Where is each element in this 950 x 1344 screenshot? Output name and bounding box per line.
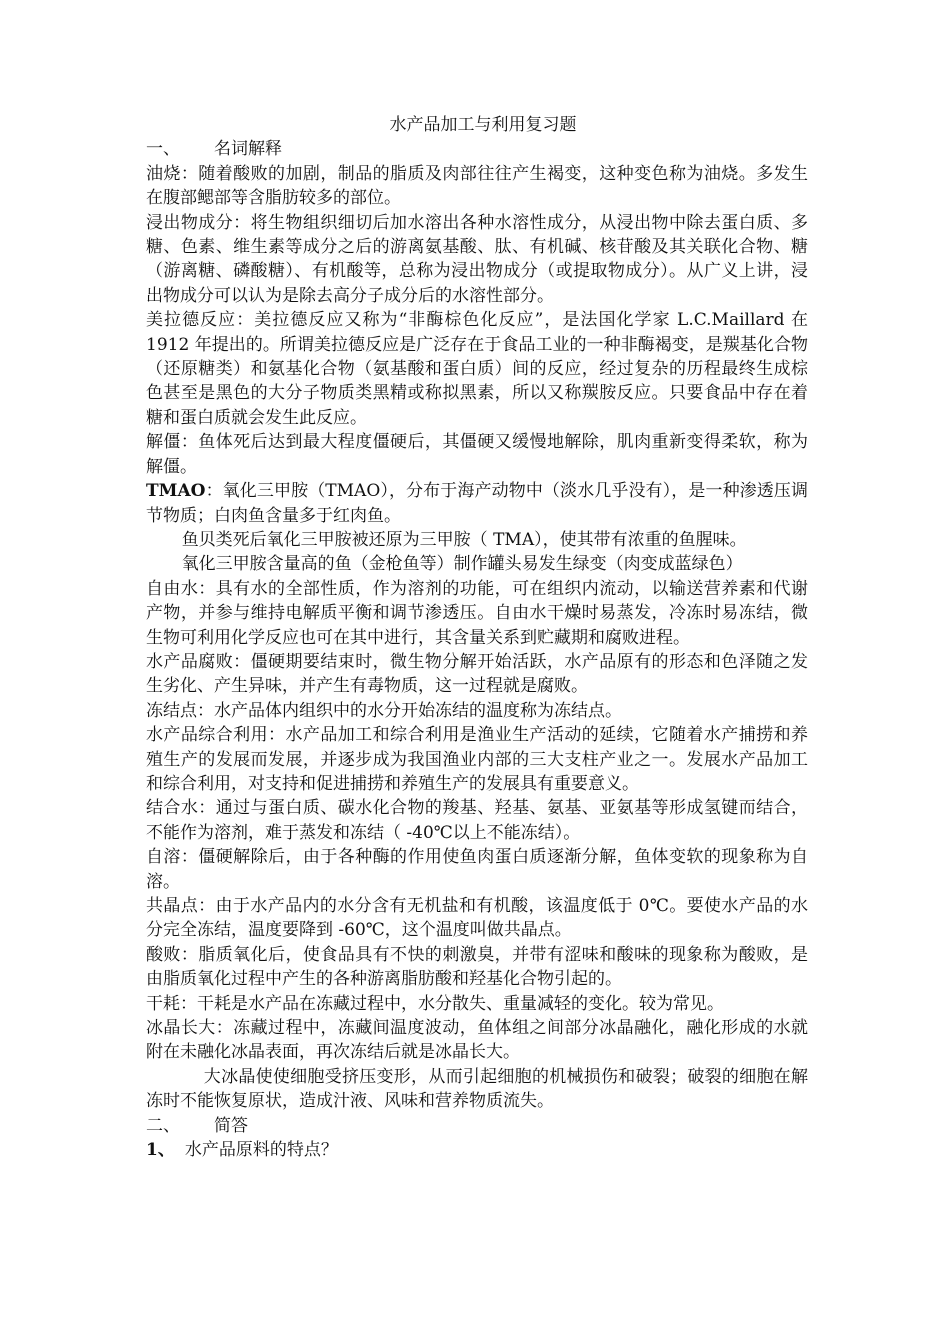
definition-oil-burn: 油烧：随着酸败的加剧，制品的脂质及肉部往往产生褐变，这种变色称为油烧。多发生在腹部鳃部等含脂肪较多的部位。 [146, 163, 808, 209]
section-label: 名词解释 [214, 139, 282, 160]
title-wrap [146, 113, 808, 137]
document-title: 水产品加工与利用复习题 [389, 115, 577, 135]
section-number: 二、 [146, 1115, 180, 1136]
definition-free-water: 自由水：具有水的全部性质，作为溶剂的功能，可在组织内流动，以输送营养素和代谢产物，并参与维持电解质平衡和调节渗透压。自由水干燥时易蒸发，冷冻时易冻结，微生物可利用化学反应也可在其中进行，其含量关系到贮藏期和腐败进程。 [146, 578, 808, 648]
question-1 [146, 1138, 808, 1162]
definition-autolysis: 自溶：僵硬解除后，由于各种酶的作用使鱼肉蛋白质逐渐分解，鱼体变软的现象称为自溶。 [146, 847, 808, 892]
section-label: 简答 [214, 1115, 248, 1136]
definition-maillard-reaction: 美拉德反应：美拉德反应又称为“非酶棕色化反应”，是法国化学家 L.C.Maillard 在 1912 年提出的。所谓美拉德反应是广泛存在于食品工业的一种非酶褐变，是羰基化合物（还原糖类）和氨基化合物（氨基酸和蛋白质）间的反应，经过复杂的历程最终生成棕色甚至是黑色的大分子物质类黑精或称拟黑素，所以又称羰胺反应。只要食品中存在着糖和蛋白质就会发生此反应。 [146, 310, 808, 428]
definition-freezing-point: 冻结点：水产品体内组织中的水分开始冻结的温度称为冻结点。 [146, 700, 622, 721]
definition-desiccation: 干耗：干耗是水产品在冻藏过程中，水分散失、重量减轻的变化。较为常见。 [146, 993, 724, 1014]
definition-eutectic-point: 共晶点：由于水产品内的水分含有无机盐和有机酸，该温度低于 0℃。要使水产品的水分完全冻结，温度要降到 -60℃，这个温度叫做共晶点。 [146, 896, 808, 941]
question-number: 1、 [146, 1140, 175, 1161]
definition-extractives: 浸出物成分：将生物组织细切后加水溶出各种水溶性成分，从浸出物中除去蛋白质、多糖、色素、维生素等成分之后的游离氨基酸、肽、有机碱、核苷酸及其关联化合物、糖（游离糖、磷酸糖）、有机酸等，总称为浸出物成分（或提取物成分）。从广义上讲，浸出物成分可以认为是除去高分子成分后的水溶性部分。 [146, 212, 808, 306]
definition-tmao [146, 479, 808, 528]
definition-rancidity: 酸败：脂质氧化后，使食品具有不快的刺激臭，并带有涩味和酸味的现象称为酸败，是由脂质氧化过程中产生的各种游离脂肪酸和羟基化合物引起的。 [146, 944, 808, 990]
section-heading-short-answer [146, 1114, 808, 1138]
definition-rigor-resolution: 解僵：鱼体死后达到最大程度僵硬后，其僵硬又缓慢地解除，肌肉重新变得柔软，称为解僵。 [146, 432, 808, 477]
definition-spoilage: 水产品腐败：僵硬期要结束时，微生物分解开始活跃，水产品原有的形态和色泽随之发生劣化、产生异味，并产生有毒物质，这一过程就是腐败。 [146, 651, 808, 697]
ice-crystal-note: 大冰晶使使细胞受挤压变形，从而引起细胞的机械损伤和破裂；破裂的细胞在解冻时不能恢复原状，造成汁液、风味和营养物质流失。 [146, 1066, 808, 1112]
tmao-note-2: 氧化三甲胺含量高的鱼（金枪鱼等）制作罐头易发生绿变（肉变成蓝绿色） [181, 554, 743, 575]
section-number: 一、 [146, 139, 180, 160]
definition-comprehensive-utilization: 水产品综合利用：水产品加工和综合利用是渔业生产活动的延续，它随着水产捕捞和养殖生产的发展而发展，并逐步成为我国渔业内部的三大支柱产业之一。发展水产品加工和综合利用，对支持和促进捕捞和养殖生产的发展具有重要意义。 [146, 725, 808, 794]
section-heading-definitions [146, 137, 808, 161]
definition-bound-water: 结合水：通过与蛋白质、碳水化合物的羧基、羟基、氨基、亚氨基等形成氢键而结合，不能作为溶剂，难于蒸发和冻结（ -40℃以上不能冻结）。 [146, 798, 808, 843]
tmao-text: ：氧化三甲胺（TMAO），分布于海产动物中（淡水几乎没有），是一种渗透压调节物质；白肉鱼含量多于红肉鱼。 [146, 481, 808, 526]
tmao-note-1: 鱼贝类死后氧化三甲胺被还原为三甲胺（ TMA），使其带有浓重的鱼腥味。 [181, 529, 747, 550]
question-text: 水产品原料的特点？ [184, 1140, 338, 1161]
definition-ice-crystal-growth: 冰晶长大：冻藏过程中，冻藏间温度波动，鱼体组之间部分冰晶融化，融化形成的水就附在未融化冰晶表面，再次冻结后就是冰晶长大。 [146, 1018, 808, 1063]
tmao-term: TMAO [146, 481, 206, 502]
